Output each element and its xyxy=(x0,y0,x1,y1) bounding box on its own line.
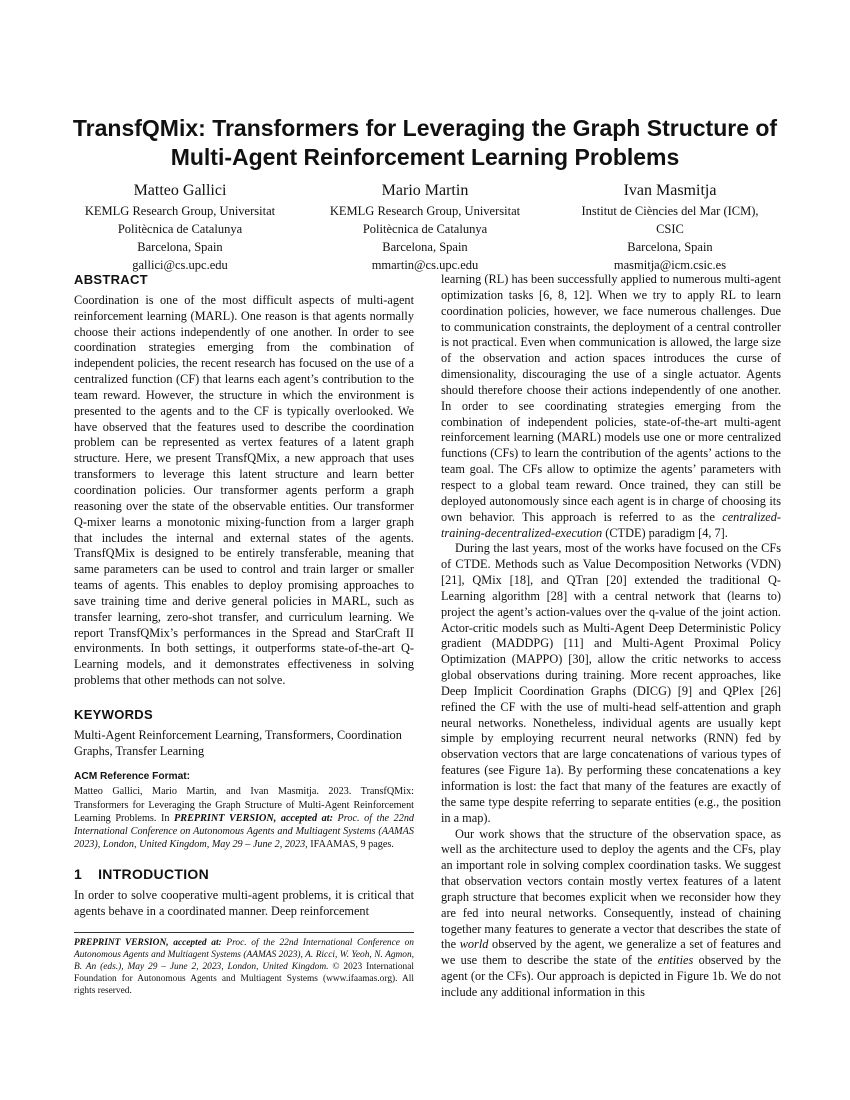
author-3 xyxy=(550,180,790,274)
author-email: mmartin@cs.upc.edu xyxy=(371,258,479,272)
intro-paragraph xyxy=(441,827,781,1001)
footnote xyxy=(74,932,414,997)
author-name: Matteo Gallici xyxy=(133,182,227,199)
title-line-1: TransfQMix: Transformers for Leveraging the Graph Structure of xyxy=(72,115,778,141)
acm-text: Matteo Gallici, Mario Martin, and Ivan Masmitja. 2023. TransfQMix: Transformers for Leveraging the Graph Structure of Multi-Agent Reinforcement Learning Problems. In xyxy=(74,786,414,824)
author-affiliation: Politècnica de Catalunya xyxy=(362,222,488,236)
author-email: masmitja@icm.csic.es xyxy=(613,258,727,272)
keywords-heading: KEYWORDS xyxy=(74,706,153,722)
author-email: gallici@cs.upc.edu xyxy=(132,258,228,272)
title-line-2: Multi-Agent Reinforcement Learning Problems xyxy=(170,144,680,170)
paper-title xyxy=(60,114,790,172)
intro-paragraph: In order to solve cooperative multi-agent problems, it is critical that agents behave in a coordinated manner. Deep reinforcement xyxy=(74,888,414,919)
section-title: INTRODUCTION xyxy=(98,866,210,883)
author-affiliation: CSIC xyxy=(656,222,684,236)
intro-paragraph xyxy=(441,272,781,541)
author-1 xyxy=(60,180,300,274)
keywords-text: Multi-Agent Reinforcement Learning, Transformers, Coordination Graphs, Transfer Learning xyxy=(74,727,402,758)
author-affiliation: Politècnica de Catalunya xyxy=(117,222,243,236)
intro-paragraph: During the last years, most of the works have focused on the CFs of CTDE. Methods such as Value Decomposition Networks (VDN) [21], QMix [18], and QTran [20] extended the traditional Q-Learning algorithm [28] with a central network that (learns to) project the agent’s action-values over the q-value of the joint action. Actor-critic models such as Multi-Agent Deep Deterministic Policy gradient (MADDPG) [11] and Multi-Agent Proximal Policy Optimization (MAPPO) [30], allow the critic networks to access global observations during training. More recent approaches, like Deep Implicit Coordination Graphs (DICG) [9] and QPlex [26] refined the CF with the use of multi-head self-attention and graph neural networks. Nonetheless, individual agents are usually kept simple by employing recurrent neural networks (RNN) fed by observation vectors that are large concatenations of various types of features (see Figure 1a). By performing these concatenations a key information is lost: the fact that many of the features are exactly of the same type despite referring to separate entities (e.g., the position in a map). xyxy=(441,541,781,825)
emphasis: centralized-training-decentralized-execution xyxy=(441,509,781,540)
right-column xyxy=(441,272,781,1001)
abstract-text: Coordination is one of the most difficult aspects of multi-agent reinforcement learning (MARL). One reason is that agents normally choose their actions independently of one another. In order to see coordination strategies emerging from the combination of independent policies, the recent research has focused on the use of a centralized function (CF) that learns each agent’s contribution to the team reward. However, the structure in which the environment is presented to the agents and to the CF is typically overlooked. We have observed that the features used to describe the coordination problem can be represented as vertex features of a latent graph structure. Here, we present TransfQMix, a new approach that uses transformers to leverage this latent structure and learn better coordination policies. Our transformer agents perform a graph reasoning over the state of the observable entities. Our transformer Q-mixer learns a monotonic mixing-function from a larger graph that includes the internal and external states of the agents. TransfQMix is designed to be entirely transferable, meaning that same parameters can be used to control and train larger or smaller teams of agents. This enables to deploy promising approaches to save training time and derive general policies in MARL, such as transfer learning, zero-shot transfer, and curriculum learning. We report TransfQMix’s performances in the Spread and StarCraft II environments. In both settings, it outperforms state-of-the-art Q-Learning models, and it demonstrates effectiveness in solving problems that other methods can not solve. xyxy=(74,292,414,688)
author-name: Mario Martin xyxy=(381,182,469,199)
emphasis: world xyxy=(459,937,489,952)
section-number: 1 xyxy=(74,866,83,883)
emphasis: entities xyxy=(657,953,694,968)
footnote-venue: Proc. of the 22nd International Conference on Autonomous Agents and Multiagent Systems (AAMAS 2023), A. Ricci, W. Yeoh, N. Agmon, B. An (eds.), May 29 – June 2, 2023, London, United Kingdom. xyxy=(74,938,414,972)
author-affiliation: Institut de Ciències del Mar (ICM), xyxy=(581,204,759,218)
acm-venue-label: PREPRINT VERSION, accepted at: xyxy=(174,812,333,824)
author-name: Ivan Masmitja xyxy=(623,182,717,199)
acm-reference-heading: ACM Reference Format: xyxy=(74,771,191,783)
author-2 xyxy=(305,180,545,274)
author-affiliation: KEMLG Research Group, Universitat xyxy=(329,204,521,218)
paragraph-text: (CTDE) paradigm [4, 7]. xyxy=(602,525,728,540)
footnote-label: PREPRINT VERSION, accepted at: xyxy=(74,938,222,948)
intro-heading xyxy=(74,867,414,883)
abstract-heading: ABSTRACT xyxy=(74,272,148,287)
paragraph-text: Our work shows that the structure of the observation space, as well as the architecture used to deploy the agents and the CFs, play an important role in solving complex coordination tasks. We suggest that observation vectors contain mostly vertex features of a latent graph structure that becomes explicit when we reconsider how they are fed into neural networks. Consequently, instead of chaining together many features to generate a vector that describes the state of the xyxy=(441,826,781,952)
acm-reference-text xyxy=(74,785,414,851)
acm-publisher: IFAAMAS, 9 pages. xyxy=(307,839,394,851)
author-affiliation: KEMLG Research Group, Universitat xyxy=(84,204,276,218)
acm-venue: Proc. of the 22nd International Conference on Autonomous Agents and Multiagent Systems (AAMAS 2023), London, United Kingdom, May 29 – June 2, 2023, xyxy=(74,812,415,851)
left-column xyxy=(74,272,414,920)
author-location: Barcelona, Spain xyxy=(627,240,713,254)
author-location: Barcelona, Spain xyxy=(382,240,468,254)
paragraph-text: learning (RL) has been successfully applied to numerous multi-agent optimization tasks [6, 8, 12]. When we try to apply RL to learn coordination policies, however, we face numerous challenges. Due to communication constraints, the deployment of a central controller is not practical. Even when communication is allowed, the large size of the observation and action spaces introduces the curse of dimensionality, discouraging the use of a single actuator. Agents should therefore choose their actions independently of one another. In order to see coordinating strategies emerging from the combination of independent policies, state-of-the-art multi-agent reinforcement learning (MARL) models use one or more centralized functions (CFs) to learn the contribution of the agents’ actions to the team goal. The CFs allow to optimize the agents’ parameters with respect to a global team reward. Once trained, they can still be deployed autonomously since each agent is in charge of choosing its own behavior. This approach is referred to as the xyxy=(441,272,781,524)
paragraph-text: observed by the agent, we generalize a set of features and we use them to describe the state of the xyxy=(441,937,781,968)
paragraph-text: observed by the agent (or the CFs). Our approach is depicted in Figure 1b. We do not include any additional information in this xyxy=(441,953,781,999)
footnote-copyright: © 2023 International Foundation for Autonomous Agents and Multiagent Systems (www.ifaamas.org). All rights reserved. xyxy=(74,962,414,996)
author-location: Barcelona, Spain xyxy=(137,240,223,254)
